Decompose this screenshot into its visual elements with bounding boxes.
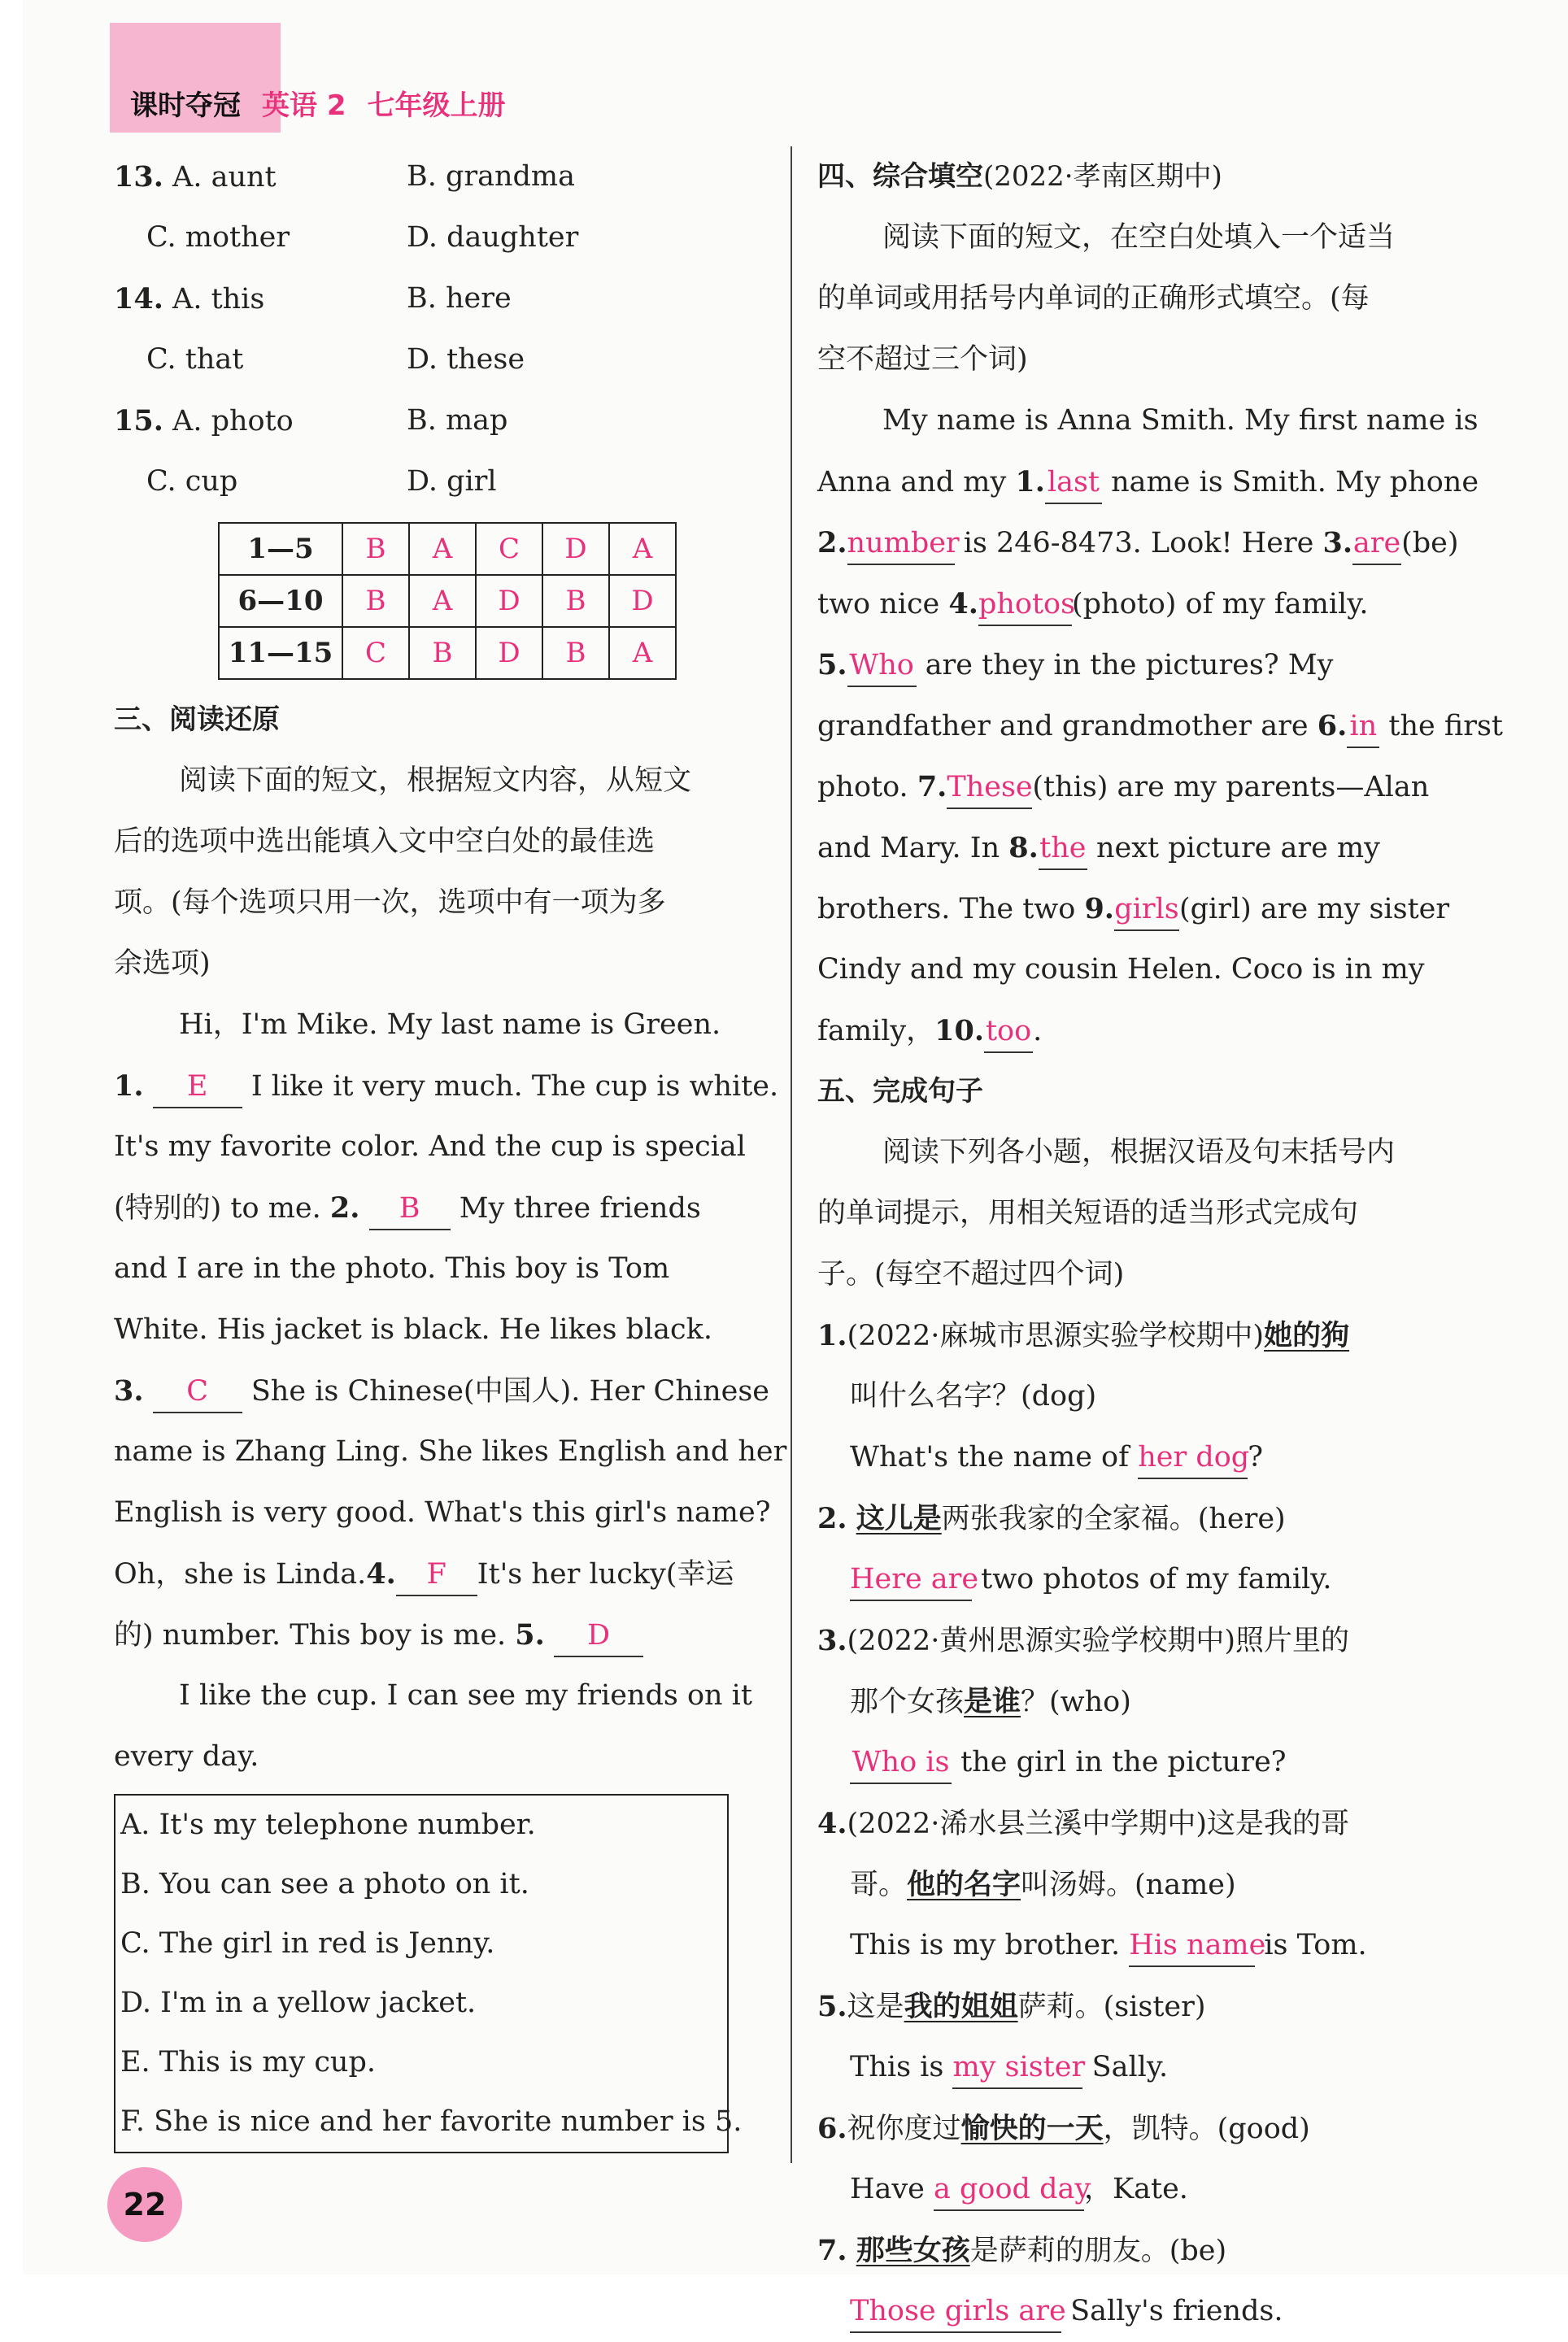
passage-line [817, 634, 1472, 695]
sentence-text: This is [850, 2051, 944, 2083]
source-note: (2022·浠水县兰溪中学期中)这是我的哥 [847, 1808, 1350, 1840]
passage-text: name is Smith. My phone [1111, 466, 1479, 498]
passage-line: and I are in the photo. This boy is Tom [114, 1252, 670, 1285]
passage-text: grandfather and grandmother are [817, 710, 1309, 742]
passage-line: It's my favorite color. And the cup is special [114, 1130, 746, 1163]
english-sentence [817, 1732, 1472, 1793]
source-note: (2022·孝南区期中) [983, 160, 1222, 193]
passage-line: every day. [114, 1740, 259, 1773]
passage-text: and Mary. In [817, 832, 1000, 864]
answer-blank: Who [847, 645, 917, 687]
instruction: 阅读下列各小题，根据汉语及句末括号内 [882, 1136, 1396, 1169]
passage-text: photo. [817, 771, 908, 803]
passage-line [817, 1000, 1472, 1061]
table-row [219, 575, 676, 627]
option: D. girl [407, 465, 497, 498]
table-row [219, 627, 676, 679]
passage-text: (be) [1401, 527, 1459, 559]
chinese-text: 叫汤姆。(name) [1021, 1869, 1236, 1901]
blank-number: 3. [1322, 526, 1353, 559]
answer-blank: These [947, 767, 1032, 809]
passage-text: I like it very much. The cup is white. [250, 1070, 779, 1103]
sentence-text: Sally. [1091, 2051, 1169, 2083]
option-item: C. The girl in red is Jenny. [120, 1927, 495, 1960]
sentence-text: What's the name of [850, 1441, 1130, 1474]
key-phrase: 我的姐姐 [904, 1990, 1018, 2023]
blank-number: 9. [1084, 892, 1114, 925]
instruction: 子。(每空不超过四个词) [817, 1258, 1125, 1291]
sentence-item [817, 1305, 1472, 1366]
answer-blank: F [396, 1554, 477, 1596]
table-cell-answer: A [609, 627, 676, 679]
option: A. this [172, 283, 265, 316]
answer-blank: in [1347, 706, 1379, 748]
mc-question [114, 146, 764, 268]
section-title: 三、阅读还原 [114, 703, 280, 736]
english-sentence [817, 2281, 1472, 2342]
chinese-text: 这是 [847, 1991, 904, 2023]
sentence-text: Sally's friends. [1070, 2295, 1283, 2327]
blank-number: 5. [817, 648, 847, 681]
table-cell-answer: A [409, 523, 476, 575]
passage-line: My name is Anna Smith. My first name is [882, 404, 1479, 437]
mc-question [114, 268, 764, 390]
passage-line [114, 1178, 764, 1238]
answer-blank: are [1352, 523, 1401, 565]
passage-line: I like the cup. I can see my friends on it [179, 1679, 752, 1712]
question-number: 14. [114, 282, 163, 316]
answer-blank: B [369, 1188, 451, 1230]
answer-blank: her dog [1138, 1437, 1248, 1479]
passage-text: It's her lucky(幸运 [477, 1558, 734, 1591]
subject-label: 英语 2 [262, 89, 346, 122]
passage-text: the first [1388, 710, 1503, 742]
table-cell-answer: C [476, 523, 542, 575]
sentence-item [817, 2098, 1472, 2159]
instruction: 余选项) [114, 947, 211, 980]
sentence-item [817, 2220, 1472, 2281]
passage-text: (this) are my parents—Alan [1032, 771, 1430, 803]
options-box [114, 1794, 743, 2153]
item-number: 6. [817, 2112, 847, 2145]
instruction: 项。(每个选项只用一次，选项中有一项为多 [114, 886, 666, 919]
option-item: D. I'm in a yellow jacket. [120, 1987, 477, 2019]
instruction: 后的选项中选出能填入文中空白处的最佳选 [114, 825, 656, 858]
sentence-text: This is my brother. [850, 1929, 1121, 1961]
chinese-prompt: 两张我家的全家福。(here) [941, 1503, 1286, 1535]
answer-blank: Those girls are [850, 2291, 1061, 2333]
passage-text: My three friends [459, 1192, 701, 1225]
table-cell-answer: B [542, 575, 609, 627]
passage-line: name is Zhang Ling. She likes English and her [114, 1435, 787, 1468]
answer-blank: girls [1114, 889, 1179, 931]
key-phrase: 他的名字 [907, 1868, 1021, 1901]
key-phrase: 这儿是 [856, 1502, 942, 1535]
instruction: 阅读下面的短文，根据短文内容，从短文 [179, 764, 692, 797]
option: D. daughter [407, 221, 579, 254]
section-title [817, 146, 1472, 207]
table-cell-range: 6—10 [219, 575, 342, 627]
passage-line: White. His jacket is black. He likes black. [114, 1313, 712, 1346]
table-cell-answer: D [476, 575, 542, 627]
english-sentence [817, 1915, 1472, 1976]
chinese-text: 是萨莉的朋友。(be) [969, 2235, 1227, 2267]
answer-blank: too [984, 1011, 1033, 1053]
answer-blank: C [153, 1371, 242, 1413]
table-cell-answer: B [342, 575, 409, 627]
item-number: 3. [817, 1624, 847, 1657]
passage-text: Oh，she is Linda. [114, 1558, 367, 1591]
answer-blank: Who is [850, 1742, 952, 1784]
option-item: E. This is my cup. [120, 2046, 377, 2079]
header [130, 83, 506, 123]
passage-text: (girl) are my sister [1178, 893, 1450, 925]
sentence-item [817, 1610, 1472, 1671]
passage-text: two nice [817, 588, 940, 620]
chinese-text: ，凯特。(good) [1103, 2113, 1310, 2145]
question-number: 15. [114, 404, 163, 437]
passage-line [817, 756, 1472, 817]
sentence-text: is Tom. [1264, 1929, 1367, 1961]
passage-line [817, 512, 1472, 573]
option: B. here [407, 282, 512, 315]
answer-blank: His name [1129, 1925, 1255, 1967]
answer-blank: D [554, 1615, 643, 1657]
blank-number: 8. [1008, 831, 1039, 864]
table-cell-range: 1—5 [219, 523, 342, 575]
blank-number: 4. [366, 1557, 396, 1591]
table-cell-answer: A [609, 523, 676, 575]
passage-text: is 246-8473. Look! Here [963, 527, 1314, 559]
english-sentence [817, 2159, 1472, 2220]
passage-line: English is very good. What's this girl's name? [114, 1496, 771, 1529]
table-cell-range: 11—15 [219, 627, 342, 679]
instruction: 阅读下面的短文，在空白处填入一个适当 [882, 221, 1396, 254]
sentence-text: Have [850, 2173, 925, 2205]
left-column [114, 146, 787, 2153]
blank-number: 4. [948, 587, 978, 620]
blank-number: 5. [515, 1618, 545, 1652]
blank-number: 6. [1317, 709, 1348, 742]
source-note: (2022·麻城市思源实验学校期中) [847, 1320, 1265, 1352]
table-cell-answer: D [609, 575, 676, 627]
answer-blank: number [847, 523, 955, 565]
sentence-text: the girl in the picture? [960, 1746, 1287, 1778]
passage-text: are they in the pictures? My [925, 649, 1334, 681]
passage-line [114, 1056, 779, 1117]
question-number: 13. [114, 160, 163, 194]
grade-label: 七年级上册 [367, 89, 506, 122]
table-row [219, 523, 676, 575]
option: B. map [407, 404, 508, 437]
blank-number: 7. [917, 770, 947, 803]
option-item: A. It's my telephone number. [120, 1809, 536, 1841]
passage-text: She is Chinese(中国人). Her Chinese [250, 1375, 770, 1408]
column-divider [791, 146, 792, 2163]
key-phrase: 她的狗 [1264, 1319, 1350, 1352]
right-column [817, 146, 1503, 2342]
table-cell-answer: D [476, 627, 542, 679]
blank-number: 2. [329, 1191, 360, 1225]
passage-text: (特别的) to me. [114, 1192, 321, 1225]
blank-number: 10. [934, 1014, 985, 1047]
source-note: (2022·黄州思源实验学校期中)照片里的 [847, 1625, 1350, 1657]
item-number: 7. [817, 2234, 847, 2267]
item-number: 2. [817, 1502, 847, 1535]
chinese-text: 萨莉。(sister) [1017, 1991, 1206, 2023]
passage-line [114, 1543, 764, 1604]
answer-blank: E [153, 1066, 242, 1108]
option: C. cup [146, 465, 238, 498]
item-number: 4. [817, 1807, 847, 1840]
option-item: F. She is nice and her favorite number is 5. [120, 2105, 743, 2138]
table-cell-answer: B [409, 627, 476, 679]
section-title-text: 四、综合填空 [817, 160, 983, 193]
chinese-text: ？(who) [1021, 1686, 1131, 1718]
item-number: 5. [817, 1990, 847, 2023]
sentence-text: ? [1248, 1441, 1263, 1474]
option: A. photo [172, 405, 294, 437]
item-number: 1. [817, 1319, 847, 1352]
english-sentence [817, 1549, 1472, 1610]
passage-line [114, 1360, 770, 1421]
passage-line: Hi，I'm Mike. My last name is Green. [179, 1008, 721, 1041]
option: D. these [407, 343, 525, 376]
option: B. grandma [407, 160, 575, 193]
table-cell-answer: B [542, 627, 609, 679]
page-number: 22 [107, 2167, 182, 2242]
option: A. aunt [172, 161, 277, 194]
instruction: 空不超过三个词) [817, 343, 1028, 376]
book-series-title: 课时夺冠 [130, 89, 241, 122]
instruction: 的单词或用括号内单词的正确形式填空。(每 [817, 282, 1370, 315]
blank-number: 2. [817, 526, 847, 559]
instruction: 的单词提示，用相关短语的适当形式完成句 [817, 1197, 1359, 1230]
option: C. that [146, 343, 244, 376]
table-cell-answer: B [342, 523, 409, 575]
passage-line [817, 817, 1472, 878]
option: C. mother [146, 221, 290, 254]
answer-blank: a good day [934, 2169, 1084, 2211]
sentence-item [817, 1976, 1472, 2037]
passage-line: Cindy and my cousin Helen. Coco is in my [817, 953, 1425, 986]
passage-text: next picture are my [1095, 832, 1380, 864]
answer-key-table [218, 522, 677, 680]
table-cell-answer: D [542, 523, 609, 575]
chinese-prompt [817, 1671, 1472, 1732]
mc-question [114, 390, 764, 512]
sentence-item [817, 1793, 1472, 1854]
blank-number: 3. [114, 1374, 144, 1408]
passage-line [817, 451, 1479, 512]
key-phrase: 愉快的一天 [960, 2112, 1104, 2145]
passage-line [817, 573, 1472, 634]
sentence-item [817, 1488, 1472, 1549]
section-title: 五、完成句子 [817, 1075, 983, 1108]
passage-line [817, 878, 1472, 939]
passage-line [114, 1604, 764, 1665]
passage-line [817, 695, 1503, 756]
chinese-text: 那个女孩 [850, 1686, 965, 1718]
chinese-prompt [817, 1854, 1472, 1915]
chinese-text: 哥。 [850, 1869, 908, 1901]
blank-number: 1. [1015, 465, 1045, 498]
answer-blank: Here are [850, 1559, 972, 1601]
answer-blank: the [1039, 828, 1087, 870]
passage-text: Anna and my [817, 466, 1007, 498]
key-phrase: 是谁 [964, 1685, 1021, 1718]
table-cell-answer: A [409, 575, 476, 627]
english-sentence [817, 2037, 1472, 2098]
english-sentence [817, 1427, 1472, 1488]
chinese-prompt: 叫什么名字？(dog) [850, 1380, 1097, 1413]
sentence-text: ，Kate. [1084, 2173, 1188, 2205]
sentence-text: two photos of my family. [981, 1563, 1332, 1595]
table-cell-answer: C [342, 627, 409, 679]
passage-text: family， [817, 1015, 935, 1047]
passage-text: 的) number. This boy is me. [114, 1619, 507, 1652]
answer-blank: photos [978, 584, 1072, 626]
answer-blank: last [1045, 462, 1102, 504]
option-item: B. You can see a photo on it. [120, 1868, 529, 1900]
passage-text: brothers. The two [817, 893, 1076, 925]
passage-text: . [1033, 1015, 1043, 1047]
answer-blank: my sister [952, 2047, 1082, 2089]
key-phrase: 那些女孩 [856, 2234, 970, 2267]
passage-text: (photo) of my family. [1071, 588, 1369, 620]
blank-number: 1. [114, 1069, 144, 1103]
chinese-text: 祝你度过 [847, 2113, 961, 2145]
